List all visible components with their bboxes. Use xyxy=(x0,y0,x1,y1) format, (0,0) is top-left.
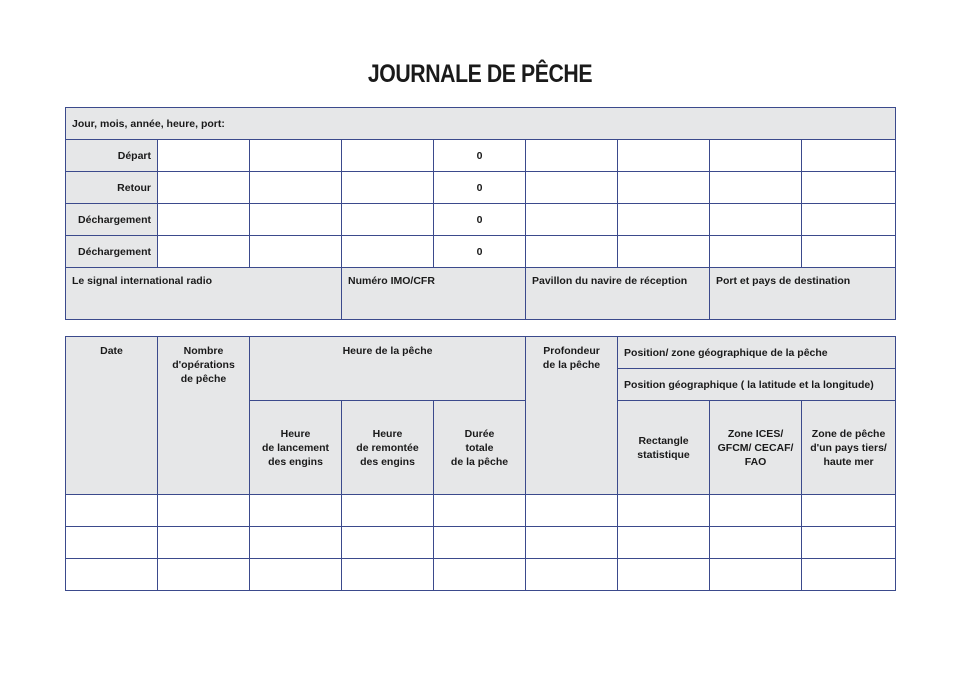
page-title: JOURNALE DE PÊCHE xyxy=(367,60,593,88)
input-cell[interactable] xyxy=(802,495,896,527)
input-cell[interactable] xyxy=(802,527,896,559)
input-cell[interactable] xyxy=(342,236,434,268)
input-cell[interactable] xyxy=(342,204,434,236)
row-label: Départ xyxy=(66,140,158,172)
voyage-header: Jour, mois, année, heure, port: xyxy=(66,108,896,140)
input-cell[interactable] xyxy=(618,140,710,172)
value-cell[interactable]: 0 xyxy=(434,172,526,204)
row-label: Déchargement xyxy=(66,204,158,236)
input-cell[interactable] xyxy=(526,495,618,527)
row-label: Retour xyxy=(66,172,158,204)
input-cell[interactable] xyxy=(618,172,710,204)
input-cell[interactable] xyxy=(618,527,710,559)
input-cell[interactable] xyxy=(618,495,710,527)
statistical-rectangle-header: Rectangle statistique xyxy=(618,401,710,495)
imo-cfr-field[interactable]: Numéro IMO/CFR xyxy=(342,268,526,320)
input-cell[interactable] xyxy=(710,140,802,172)
input-cell[interactable] xyxy=(250,495,342,527)
input-cell[interactable] xyxy=(158,172,250,204)
position-zone-header: Position/ zone géographique de la pêche xyxy=(618,337,896,369)
input-cell[interactable] xyxy=(66,527,158,559)
radio-signal-field[interactable]: Le signal international radio xyxy=(66,268,342,320)
input-cell[interactable] xyxy=(158,236,250,268)
input-cell[interactable] xyxy=(250,204,342,236)
input-cell[interactable] xyxy=(158,140,250,172)
destination-port-field[interactable]: Port et pays de destination xyxy=(710,268,896,320)
input-cell[interactable] xyxy=(158,495,250,527)
input-cell[interactable] xyxy=(250,172,342,204)
input-cell[interactable] xyxy=(158,204,250,236)
table-row xyxy=(66,204,896,236)
input-cell[interactable] xyxy=(710,495,802,527)
voyage-table xyxy=(65,107,896,320)
input-cell[interactable] xyxy=(710,236,802,268)
input-cell[interactable] xyxy=(618,236,710,268)
input-cell[interactable] xyxy=(526,140,618,172)
value-cell[interactable]: 0 xyxy=(434,140,526,172)
input-cell[interactable] xyxy=(802,204,896,236)
input-cell[interactable] xyxy=(342,495,434,527)
input-cell[interactable] xyxy=(710,559,802,591)
table-row xyxy=(66,172,896,204)
launch-time-header: Heure de lancement des engins xyxy=(250,401,342,495)
input-cell[interactable] xyxy=(802,172,896,204)
input-cell[interactable] xyxy=(250,527,342,559)
input-cell[interactable] xyxy=(434,559,526,591)
date-header: Date xyxy=(66,337,158,495)
input-cell[interactable] xyxy=(66,495,158,527)
input-cell[interactable] xyxy=(342,559,434,591)
input-cell[interactable] xyxy=(66,559,158,591)
fishing-time-header: Heure de la pêche xyxy=(250,337,526,401)
ices-zone-header: Zone ICES/ GFCM/ CECAF/ FAO xyxy=(710,401,802,495)
input-cell[interactable] xyxy=(526,527,618,559)
geo-position-header: Position géographique ( la latitude et la longitude) xyxy=(618,369,896,401)
input-cell[interactable] xyxy=(710,172,802,204)
input-cell[interactable] xyxy=(250,140,342,172)
operations-count-header: Nombre d'opérations de pêche xyxy=(158,337,250,495)
input-cell[interactable] xyxy=(710,527,802,559)
input-cell[interactable] xyxy=(434,527,526,559)
third-country-zone-header: Zone de pêche d'un pays tiers/ haute mer xyxy=(802,401,896,495)
input-cell[interactable] xyxy=(526,236,618,268)
input-cell[interactable] xyxy=(526,559,618,591)
input-cell[interactable] xyxy=(526,204,618,236)
input-cell[interactable] xyxy=(802,236,896,268)
value-cell[interactable]: 0 xyxy=(434,204,526,236)
input-cell[interactable] xyxy=(342,140,434,172)
input-cell[interactable] xyxy=(158,559,250,591)
input-cell[interactable] xyxy=(618,559,710,591)
catch-table xyxy=(65,336,896,591)
depth-header: Profondeur de la pêche xyxy=(526,337,618,495)
input-cell[interactable] xyxy=(250,559,342,591)
input-cell[interactable] xyxy=(250,236,342,268)
input-cell[interactable] xyxy=(158,527,250,559)
table-row xyxy=(66,140,896,172)
receiving-vessel-flag-field[interactable]: Pavillon du navire de réception xyxy=(526,268,710,320)
table-row xyxy=(66,495,896,527)
input-cell[interactable] xyxy=(618,204,710,236)
table-row xyxy=(66,236,896,268)
value-cell[interactable]: 0 xyxy=(434,236,526,268)
input-cell[interactable] xyxy=(342,527,434,559)
retrieval-time-header: Heure de remontée des engins xyxy=(342,401,434,495)
input-cell[interactable] xyxy=(434,495,526,527)
total-duration-header: Durée totale de la pêche xyxy=(434,401,526,495)
input-cell[interactable] xyxy=(710,204,802,236)
input-cell[interactable] xyxy=(342,172,434,204)
row-label: Déchargement xyxy=(66,236,158,268)
input-cell[interactable] xyxy=(802,559,896,591)
input-cell[interactable] xyxy=(526,172,618,204)
input-cell[interactable] xyxy=(802,140,896,172)
table-row xyxy=(66,527,896,559)
table-row xyxy=(66,559,896,591)
